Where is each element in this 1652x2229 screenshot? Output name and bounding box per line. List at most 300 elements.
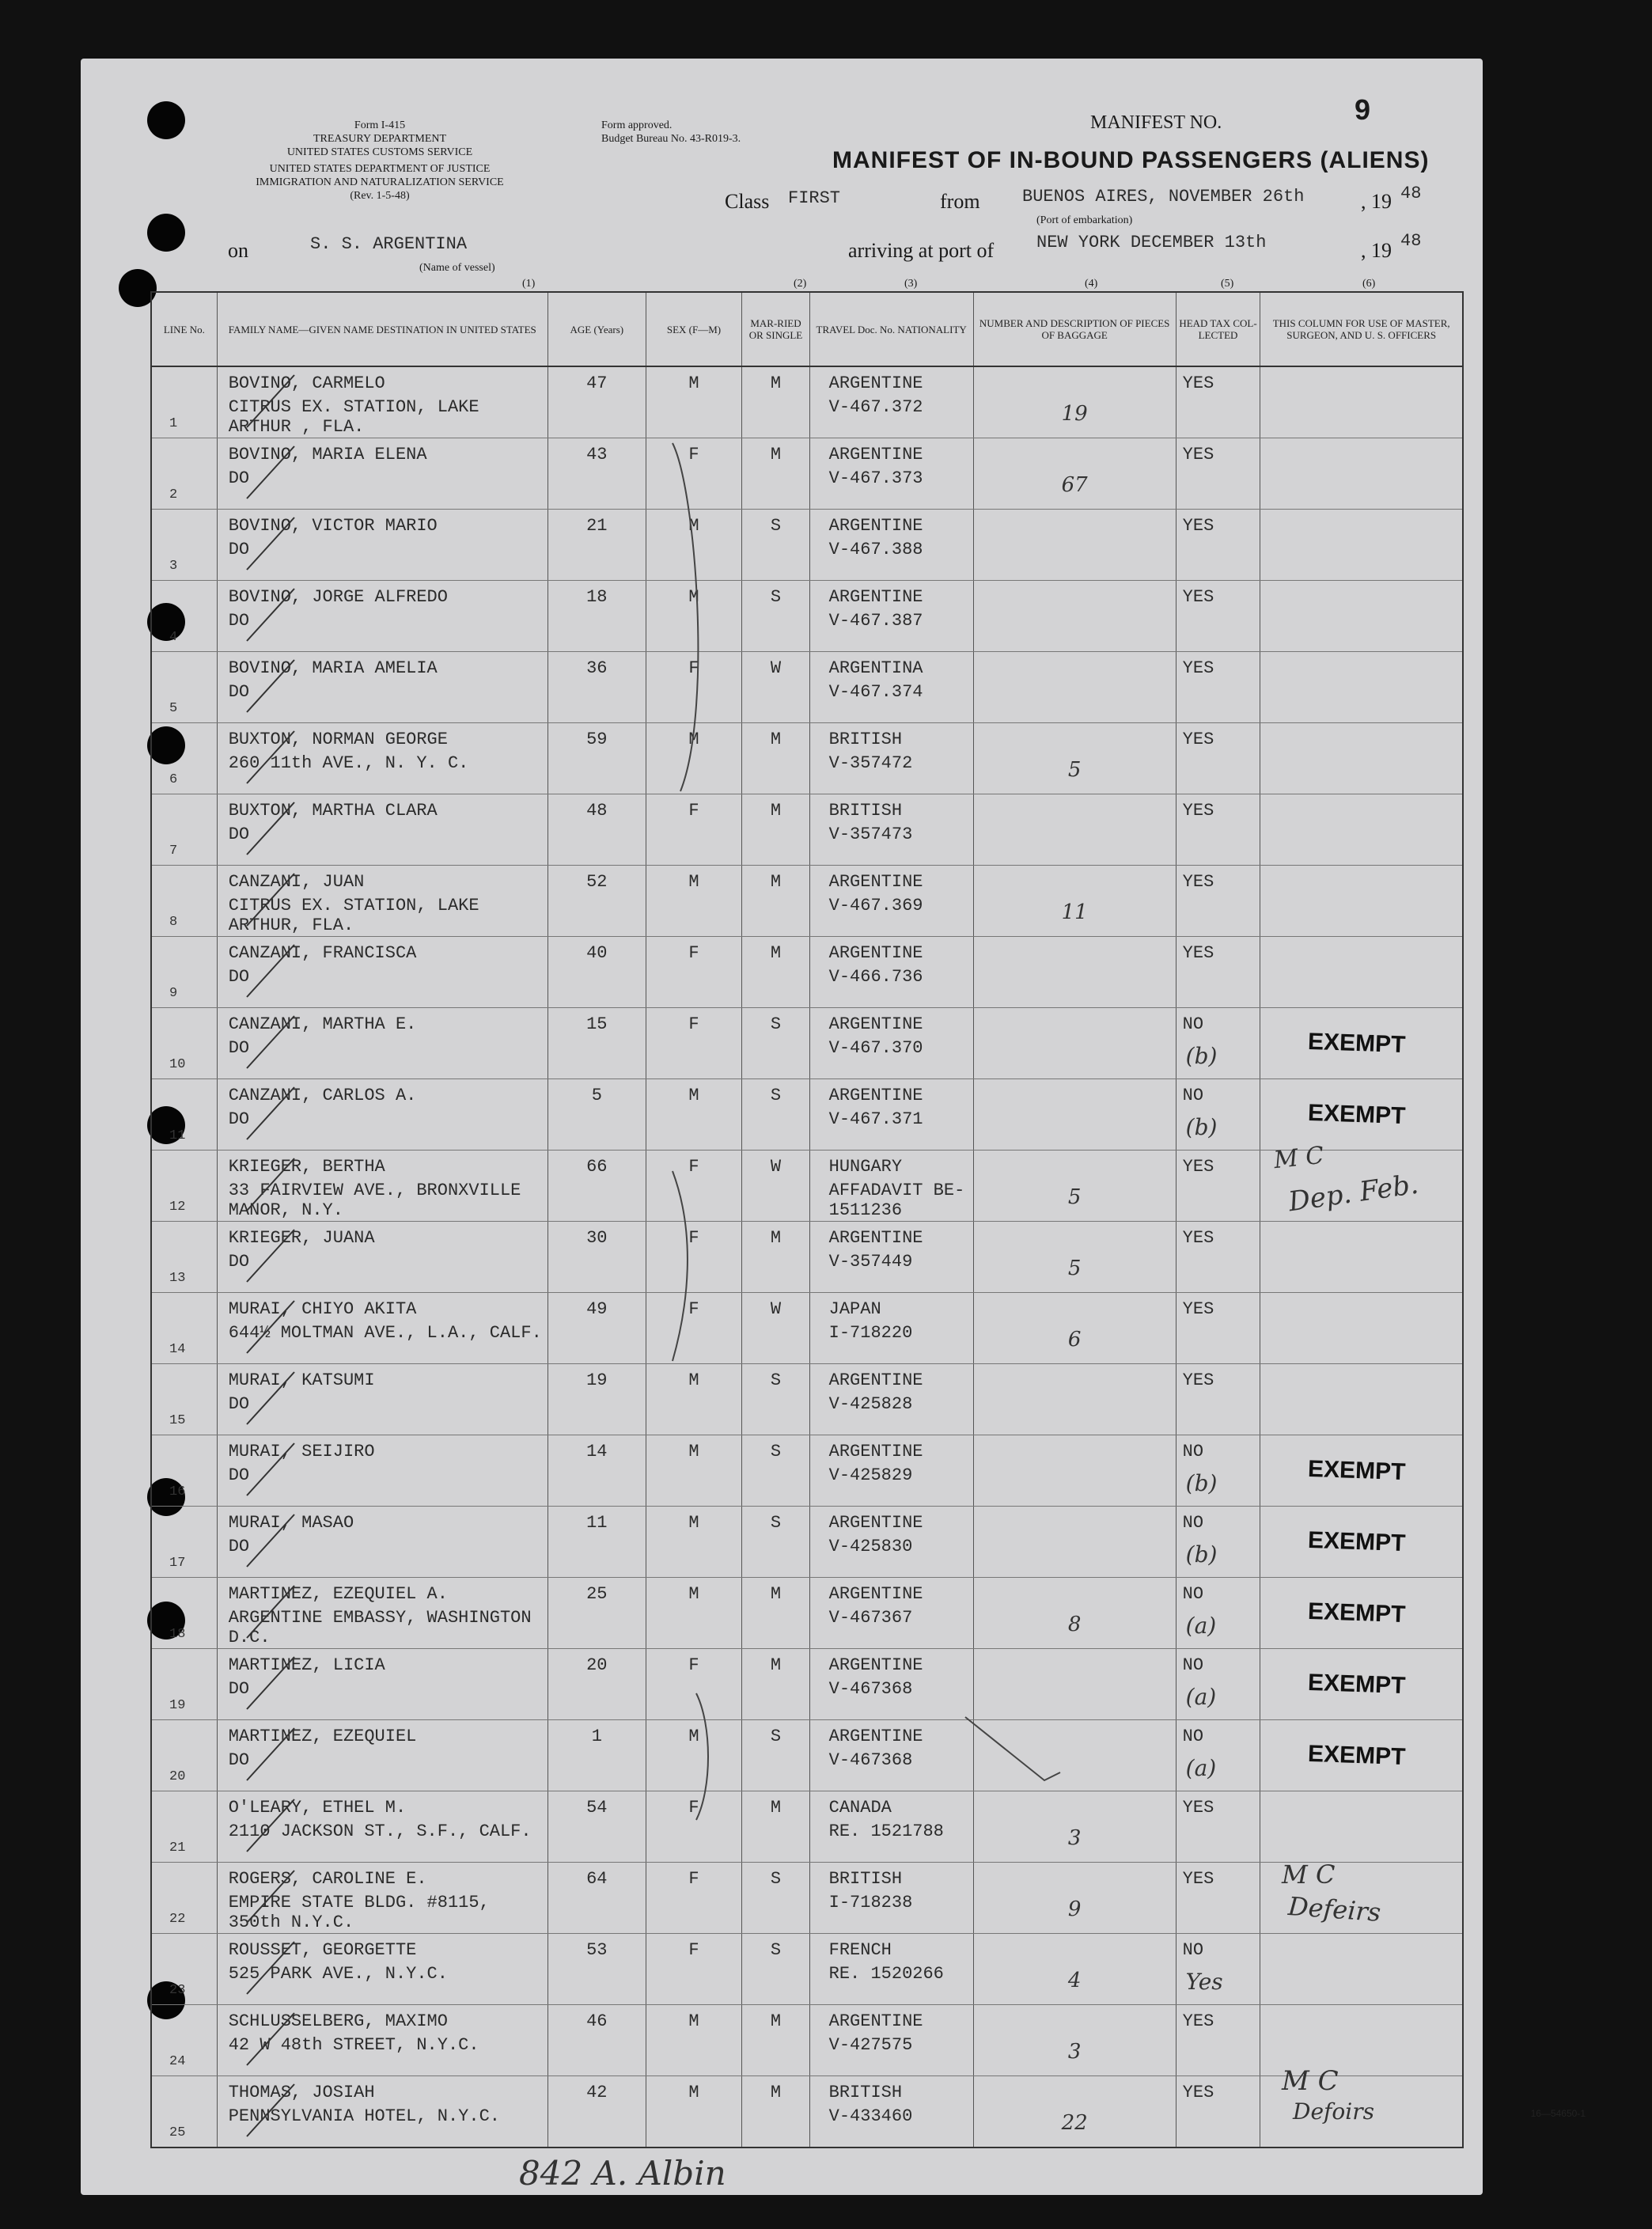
head-tax-value: YES xyxy=(1182,445,1214,464)
sex: F xyxy=(688,1798,699,1818)
nationality: ARGENTINE xyxy=(828,1655,923,1675)
dept-line: IMMIGRATION AND NATURALIZATION SERVICE xyxy=(256,176,504,188)
pencil-check-mark xyxy=(247,2084,294,2136)
sex: M xyxy=(688,1584,699,1604)
nationality: FRENCH xyxy=(828,1940,892,1960)
marital-status: W xyxy=(770,1157,782,1177)
sex: F xyxy=(688,445,699,464)
nationality: HUNGARY xyxy=(828,1157,903,1177)
nationality: CANADA xyxy=(828,1798,892,1818)
head-tax-value: YES xyxy=(1182,1869,1214,1889)
nationality: ARGENTINE xyxy=(828,445,923,464)
age: 54 xyxy=(586,1798,608,1818)
head-tax-value: YES xyxy=(1182,1299,1214,1319)
destination: DO xyxy=(228,1038,250,1058)
destination: DO xyxy=(228,1394,250,1414)
travel-doc-number: I-718238 xyxy=(828,1893,913,1912)
marital-status: W xyxy=(770,658,782,678)
age: 21 xyxy=(586,516,608,536)
destination: DO xyxy=(228,611,250,631)
head-tax-mark: (a) xyxy=(1185,1613,1217,1639)
marital-status: S xyxy=(770,587,782,607)
line-number: 7 xyxy=(169,843,178,859)
column-header-name: FAMILY NAME—GIVEN NAME DESTINATION IN UNITED STATES xyxy=(217,292,548,366)
head-tax-mark: (a) xyxy=(1185,1755,1217,1781)
pencil-check-mark xyxy=(247,1799,294,1852)
travel-doc-number: V-467.371 xyxy=(828,1109,923,1129)
nationality: ARGENTINE xyxy=(828,1228,923,1248)
sex: M xyxy=(688,373,699,393)
from-value: BUENOS AIRES, NOVEMBER 26th xyxy=(1022,187,1305,207)
destination: 42 W 48th STREET, N.Y.C. xyxy=(228,2035,479,2055)
marital-status: S xyxy=(770,1727,782,1746)
nationality: ARGENTINA xyxy=(828,658,923,678)
age: 48 xyxy=(586,801,608,821)
travel-doc-number: I-718220 xyxy=(828,1323,913,1343)
line-number: 14 xyxy=(169,1342,186,1357)
age: 15 xyxy=(586,1014,608,1034)
line-number: 8 xyxy=(169,915,178,930)
pencil-check-mark xyxy=(247,731,294,783)
pencil-check-mark xyxy=(247,1586,294,1638)
pencil-check-mark xyxy=(247,802,294,855)
pencil-check-mark xyxy=(247,1514,294,1567)
destination: DO xyxy=(228,967,250,987)
passenger-name: BUXTON, NORMAN GEORGE xyxy=(228,730,448,749)
class-value: FIRST xyxy=(788,188,841,208)
pencil-check-mark xyxy=(247,1301,294,1353)
age: 49 xyxy=(586,1299,608,1319)
destination: DO xyxy=(228,1750,250,1770)
baggage-count: 5 xyxy=(1067,758,1082,782)
destination: 33 FAIRVIEW AVE., BRONXVILLE MANOR, N.Y. xyxy=(228,1181,521,1220)
line-number: 12 xyxy=(169,1200,186,1215)
manifest-no-label: MANIFEST NO. xyxy=(1090,112,1222,133)
pencil-check-mark xyxy=(247,1158,294,1211)
marital-status: M xyxy=(770,445,782,464)
head-tax-mark: (b) xyxy=(1185,1541,1218,1568)
manifest-no-value: 9 xyxy=(1355,93,1371,126)
dept-line: UNITED STATES CUSTOMS SERVICE xyxy=(286,146,473,158)
sex: M xyxy=(688,730,699,749)
class-label: Class xyxy=(725,190,770,213)
passenger-name: MARTINEZ, LICIA xyxy=(228,1655,385,1675)
line-number: 25 xyxy=(169,2125,186,2140)
exempt-stamp: EXEMPT xyxy=(1307,1598,1407,1628)
vessel-label: (Name of vessel) xyxy=(419,262,495,274)
travel-doc-number: V-433460 xyxy=(828,2106,913,2126)
head-tax-value: YES xyxy=(1182,872,1214,892)
age: 40 xyxy=(586,943,608,963)
head-tax-value: YES xyxy=(1182,730,1214,749)
marital-status: M xyxy=(770,1655,782,1675)
handwritten-note: Defeirs xyxy=(1286,1890,1382,1928)
column-header-travel-doc: TRAVEL Doc. No. NATIONALITY xyxy=(809,292,973,366)
head-tax-value: NO xyxy=(1182,1442,1204,1461)
passenger-name: MURAI, CHIYO AKITA xyxy=(228,1299,417,1319)
travel-doc-number: V-467.388 xyxy=(828,540,923,559)
exempt-stamp: EXEMPT xyxy=(1307,1455,1407,1486)
travel-doc-number: V-467.374 xyxy=(828,682,923,702)
year-prefix: , 19 xyxy=(1361,239,1392,262)
nationality: ARGENTINE xyxy=(828,373,923,393)
head-tax-value: YES xyxy=(1182,658,1214,678)
marital-status: M xyxy=(770,730,782,749)
column-number: (1) xyxy=(522,278,536,290)
column-header-line: LINE No. xyxy=(151,292,217,366)
head-tax-mark: (b) xyxy=(1185,1114,1218,1140)
arriving-label: arriving at port of xyxy=(848,239,995,262)
marital-status: S xyxy=(770,516,782,536)
arrival-value: NEW YORK DECEMBER 13th xyxy=(1036,233,1267,252)
baggage-count: 19 xyxy=(1061,402,1088,426)
head-tax-value: NO xyxy=(1182,1655,1204,1675)
pencil-check-mark xyxy=(247,1087,294,1139)
baggage-count: 67 xyxy=(1061,473,1088,497)
line-number: 1 xyxy=(169,416,178,431)
exempt-stamp: EXEMPT xyxy=(1307,1028,1407,1059)
handwritten-note: M C xyxy=(1282,2065,1339,2097)
passenger-name: MURAI, KATSUMI xyxy=(228,1370,375,1390)
column-header-married: MAR-RIED OR SINGLE xyxy=(742,292,809,366)
passenger-name: KRIEGER, JUANA xyxy=(228,1228,375,1248)
baggage-count: 4 xyxy=(1067,1969,1082,1992)
nationality: ARGENTINE xyxy=(828,1086,923,1105)
passenger-name: BOVINO, JORGE ALFREDO xyxy=(228,587,448,607)
nationality: ARGENTINE xyxy=(828,943,923,963)
marital-status: M xyxy=(770,1798,782,1818)
travel-doc-number: V-467.387 xyxy=(828,611,923,631)
head-tax-value: NO xyxy=(1182,1940,1204,1960)
column-header-head-tax: HEAD TAX COL-LECTED xyxy=(1176,292,1260,366)
destination: DO xyxy=(228,540,250,559)
line-number: 16 xyxy=(169,1484,186,1499)
destination: DO xyxy=(228,1465,250,1485)
column-number: (3) xyxy=(904,278,918,290)
head-tax-value: YES xyxy=(1182,2011,1214,2031)
sex: M xyxy=(688,1513,699,1533)
passenger-name: MARTINEZ, EZEQUIEL xyxy=(228,1727,417,1746)
head-tax-value: YES xyxy=(1182,587,1214,607)
destination: DO xyxy=(228,468,250,488)
baggage-count: 5 xyxy=(1067,1185,1082,1209)
head-tax-value: YES xyxy=(1182,943,1214,963)
baggage-count: 6 xyxy=(1067,1328,1082,1351)
sex: F xyxy=(688,1014,699,1034)
sex: M xyxy=(688,2011,699,2031)
age: 25 xyxy=(586,1584,608,1604)
head-tax-value: NO xyxy=(1182,1086,1204,1105)
page-title: MANIFEST OF IN-BOUND PASSENGERS (ALIENS) xyxy=(832,147,1430,173)
pencil-check-mark xyxy=(247,1372,294,1424)
head-tax-mark: (b) xyxy=(1185,1470,1218,1496)
approved-line: Form approved. xyxy=(601,119,673,131)
line-number: 17 xyxy=(169,1556,186,1571)
nationality: BRITISH xyxy=(828,730,903,749)
destination: CITRUS EX. STATION, LAKE ARTHUR, FLA. xyxy=(228,896,479,935)
age: 36 xyxy=(586,658,608,678)
pencil-check-mark xyxy=(247,1942,294,1994)
age: 42 xyxy=(586,2083,608,2102)
sex: F xyxy=(688,801,699,821)
sex: M xyxy=(688,1727,699,1746)
line-number: 6 xyxy=(169,772,178,787)
age: 19 xyxy=(586,1370,608,1390)
baggage-count: 3 xyxy=(1067,2040,1082,2064)
destination: PENNSYLVANIA HOTEL, N.Y.C. xyxy=(228,2106,500,2126)
baggage-count: 22 xyxy=(1061,2111,1088,2135)
line-number: 23 xyxy=(169,1983,186,1998)
travel-doc-number: V-425829 xyxy=(828,1465,913,1485)
nationality: ARGENTINE xyxy=(828,872,923,892)
head-tax-value: YES xyxy=(1182,801,1214,821)
pencil-check-mark xyxy=(247,660,294,712)
travel-doc-number: V-466.736 xyxy=(828,967,923,987)
travel-doc-number: V-467368 xyxy=(828,1679,913,1699)
passenger-name: CANZANI, JUAN xyxy=(228,872,365,892)
handwritten-signature: 842 A. Albin xyxy=(519,2154,726,2193)
marital-status: M xyxy=(770,872,782,892)
marital-status: S xyxy=(770,1442,782,1461)
form-footer-code: 16—54650-1 xyxy=(1530,2108,1586,2119)
age: 64 xyxy=(586,1869,608,1889)
destination: 644½ MOLTMAN AVE., L.A., CALF. xyxy=(228,1323,542,1343)
pencil-check-mark xyxy=(247,1230,294,1282)
age: 14 xyxy=(586,1442,608,1461)
pencil-check-mark xyxy=(247,375,294,427)
sex: F xyxy=(688,943,699,963)
sex: F xyxy=(688,658,699,678)
travel-doc-number: V-425828 xyxy=(828,1394,913,1414)
pencil-check-mark xyxy=(247,589,294,641)
travel-doc-number: V-357473 xyxy=(828,825,913,844)
line-number: 9 xyxy=(169,986,178,1001)
age: 18 xyxy=(586,587,608,607)
line-number: 22 xyxy=(169,1912,186,1927)
passenger-name: THOMAS, JOSIAH xyxy=(228,2083,375,2102)
marital-status: M xyxy=(770,801,782,821)
age: 47 xyxy=(586,373,608,393)
baggage-count: 9 xyxy=(1067,1897,1082,1921)
line-number: 5 xyxy=(169,701,178,716)
sex: M xyxy=(688,1370,699,1390)
destination: DO xyxy=(228,1252,250,1272)
head-tax-value: NO xyxy=(1182,1014,1204,1034)
marital-status: S xyxy=(770,1940,782,1960)
nationality: ARGENTINE xyxy=(828,1442,923,1461)
nationality: ARGENTINE xyxy=(828,1370,923,1390)
marital-status: S xyxy=(770,1869,782,1889)
head-tax-mark: (b) xyxy=(1185,1043,1218,1069)
destination: DO xyxy=(228,682,250,702)
form-id: Form I-415 xyxy=(354,119,406,131)
destination: DO xyxy=(228,1537,250,1556)
destination: 525 PARK AVE., N.Y.C. xyxy=(228,1964,448,1984)
nationality: BRITISH xyxy=(828,2083,903,2102)
handwritten-note: M C xyxy=(1282,1859,1336,1890)
destination: ARGENTINE EMBASSY, WASHINGTON D.C. xyxy=(228,1608,532,1647)
passenger-name: O'LEARY, ETHEL M. xyxy=(228,1798,407,1818)
head-tax-value: YES xyxy=(1182,2083,1214,2102)
passenger-name: BOVINO, CARMELO xyxy=(228,373,385,393)
sex: M xyxy=(688,1442,699,1461)
age: 11 xyxy=(586,1513,608,1533)
age: 59 xyxy=(586,730,608,749)
age: 46 xyxy=(586,2011,608,2031)
destination: 2110 JACKSON ST., S.F., CALF. xyxy=(228,1821,532,1841)
column-header-baggage: NUMBER AND DESCRIPTION OF PIECES OF BAGGAGE xyxy=(973,292,1176,366)
travel-doc-number: V-467.369 xyxy=(828,896,923,915)
column-number: (2) xyxy=(794,278,807,290)
age: 5 xyxy=(591,1086,602,1105)
travel-doc-number: V-427575 xyxy=(828,2035,913,2055)
travel-doc-number: V-467.373 xyxy=(828,468,923,488)
marital-status: S xyxy=(770,1370,782,1390)
exempt-stamp: EXEMPT xyxy=(1307,1740,1407,1771)
marital-status: M xyxy=(770,943,782,963)
pencil-check-mark xyxy=(247,1728,294,1780)
dept-line: UNITED STATES DEPARTMENT OF JUSTICE xyxy=(269,163,491,175)
sex: F xyxy=(688,1299,699,1319)
pencil-check-mark xyxy=(247,1871,294,1923)
passenger-name: SCHLUSSELBERG, MAXIMO xyxy=(228,2011,448,2031)
line-number: 15 xyxy=(169,1413,186,1428)
pencil-check-mark xyxy=(247,874,294,926)
head-tax-mark: (a) xyxy=(1185,1684,1217,1710)
sex: M xyxy=(688,1086,699,1105)
column-number: (6) xyxy=(1362,278,1376,290)
passenger-name: BOVINO, VICTOR MARIO xyxy=(228,516,438,536)
head-tax-value: YES xyxy=(1182,1798,1214,1818)
on-label: on xyxy=(228,239,248,262)
from-label: from xyxy=(940,190,980,213)
line-number: 18 xyxy=(169,1627,186,1642)
pencil-check-mark xyxy=(247,945,294,997)
sex: M xyxy=(688,872,699,892)
travel-doc-number: V-467.372 xyxy=(828,397,923,417)
nationality: ARGENTINE xyxy=(828,516,923,536)
sex: F xyxy=(688,1157,699,1177)
head-tax-value: YES xyxy=(1182,516,1214,536)
travel-doc-number: RE. 1521788 xyxy=(828,1821,944,1841)
line-number: 2 xyxy=(169,487,178,502)
nationality: BRITISH xyxy=(828,801,903,821)
age: 30 xyxy=(586,1228,608,1248)
travel-doc-number: V-357449 xyxy=(828,1252,913,1272)
marital-status: M xyxy=(770,1228,782,1248)
column-header-age: AGE (Years) xyxy=(548,292,646,366)
passenger-name: CANZANI, FRANCISCA xyxy=(228,943,417,963)
line-number: 24 xyxy=(169,2054,186,2069)
passenger-name: MURAI, MASAO xyxy=(228,1513,354,1533)
line-number: 10 xyxy=(169,1057,186,1072)
travel-doc-number: V-357472 xyxy=(828,753,913,773)
passenger-name: KRIEGER, BERTHA xyxy=(228,1157,385,1177)
marital-status: S xyxy=(770,1086,782,1105)
line-number: 13 xyxy=(169,1271,186,1286)
sex: F xyxy=(688,1228,699,1248)
passenger-name: ROGERS, CAROLINE E. xyxy=(228,1869,427,1889)
age: 20 xyxy=(586,1655,608,1675)
pencil-check-mark xyxy=(247,446,294,498)
nationality: ARGENTINE xyxy=(828,1014,923,1034)
head-tax-value: NO xyxy=(1182,1584,1204,1604)
sex: M xyxy=(688,587,699,607)
baggage-count: 5 xyxy=(1067,1257,1082,1280)
handwritten-note: M C xyxy=(1272,1141,1325,1175)
head-tax-value: YES xyxy=(1182,1228,1214,1248)
marital-status: M xyxy=(770,2011,782,2031)
head-tax-value: YES xyxy=(1182,1370,1214,1390)
destination: DO xyxy=(228,825,250,844)
travel-doc-number: V-425830 xyxy=(828,1537,913,1556)
line-number: 19 xyxy=(169,1698,186,1713)
baggage-count: 3 xyxy=(1067,1826,1082,1850)
sex: M xyxy=(688,516,699,536)
budget-bureau-line: Budget Bureau No. 43-R019-3. xyxy=(601,133,741,145)
passenger-name: BOVINO, MARIA ELENA xyxy=(228,445,427,464)
sex: F xyxy=(688,1940,699,1960)
line-number: 11 xyxy=(169,1128,186,1143)
passenger-name: MARTINEZ, EZEQUIEL A. xyxy=(228,1584,448,1604)
passenger-name: MURAI, SEIJIRO xyxy=(228,1442,375,1461)
passenger-name: CANZANI, CARLOS A. xyxy=(228,1086,417,1105)
destination: DO xyxy=(228,1109,250,1129)
line-number: 3 xyxy=(169,559,178,574)
column-header-officers: THIS COLUMN FOR USE OF MASTER, SURGEON, AND U. S. OFFICERS xyxy=(1260,292,1463,366)
nationality: ARGENTINE xyxy=(828,1584,923,1604)
exempt-stamp: EXEMPT xyxy=(1307,1526,1407,1557)
line-number: 4 xyxy=(169,630,178,645)
travel-doc-number: V-467367 xyxy=(828,1608,913,1628)
nationality: ARGENTINE xyxy=(828,587,923,607)
revision: (Rev. 1-5-48) xyxy=(350,190,410,202)
head-tax-mark: Yes xyxy=(1185,1969,1223,1995)
pencil-check-mark xyxy=(247,2013,294,2065)
age: 52 xyxy=(586,872,608,892)
exempt-stamp: EXEMPT xyxy=(1307,1099,1407,1130)
passenger-name: BOVINO, MARIA AMELIA xyxy=(228,658,438,678)
travel-doc-number: AFFADAVIT BE-1511236 xyxy=(828,1181,965,1220)
passenger-name: CANZANI, MARTHA E. xyxy=(228,1014,417,1034)
marital-status: M xyxy=(770,2083,782,2102)
baggage-count: 8 xyxy=(1067,1613,1082,1636)
from-year: 48 xyxy=(1400,184,1422,203)
age: 53 xyxy=(586,1940,608,1960)
head-tax-value: YES xyxy=(1182,1157,1214,1177)
nationality: ARGENTINE xyxy=(828,1513,923,1533)
marital-status: W xyxy=(770,1299,782,1319)
pencil-check-mark xyxy=(247,1443,294,1495)
exempt-stamp: EXEMPT xyxy=(1307,1669,1407,1700)
line-number: 20 xyxy=(169,1769,186,1784)
arrival-year: 48 xyxy=(1400,231,1422,251)
passenger-name: BUXTON, MARTHA CLARA xyxy=(228,801,438,821)
pencil-check-mark xyxy=(247,1016,294,1068)
line-number: 21 xyxy=(169,1840,186,1856)
travel-doc-number: V-467368 xyxy=(828,1750,913,1770)
handwritten-note: Defoirs xyxy=(1293,2098,1374,2125)
pencil-check-mark xyxy=(247,517,294,570)
marital-status: S xyxy=(770,1513,782,1533)
marital-status: S xyxy=(770,1014,782,1034)
passenger-name: ROUSSET, GEORGETTE xyxy=(228,1940,417,1960)
nationality: BRITISH xyxy=(828,1869,903,1889)
age: 66 xyxy=(586,1157,608,1177)
sex: F xyxy=(688,1655,699,1675)
sex: M xyxy=(688,2083,699,2102)
column-number: (4) xyxy=(1085,278,1098,290)
